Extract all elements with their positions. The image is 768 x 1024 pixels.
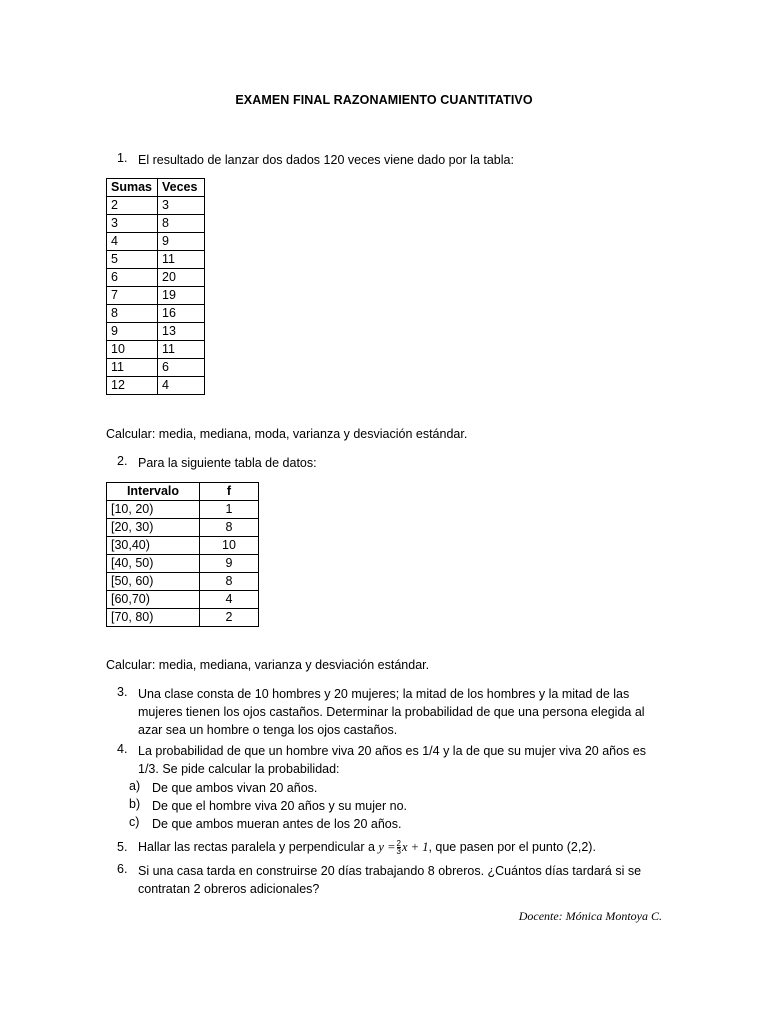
q3-line: mujeres tienen los ojos castaños. Determinar la probabilidad de que una persona elegida al bbox=[138, 705, 645, 719]
fraction-denominator: 3 bbox=[396, 847, 401, 857]
table-row bbox=[107, 251, 205, 269]
page-title: EXAMEN FINAL RAZONAMIENTO CUANTITATIVO bbox=[235, 93, 533, 107]
table-cell: 11 bbox=[158, 341, 205, 359]
q3-text bbox=[138, 685, 645, 739]
q1-text: El resultado de lanzar dos dados 120 veces viene dado por la tabla: bbox=[138, 153, 514, 167]
q5-number: 5. bbox=[117, 840, 128, 854]
q5-text bbox=[138, 838, 596, 856]
q4-text bbox=[138, 742, 646, 778]
table-cell: 6 bbox=[158, 359, 205, 377]
column-header: Intervalo bbox=[107, 483, 200, 501]
table-cell: 8 bbox=[200, 573, 259, 591]
table-header-row bbox=[107, 179, 205, 197]
table-cell: 8 bbox=[200, 519, 259, 537]
q4-item-text: De que el hombre viva 20 años y su mujer no. bbox=[152, 799, 407, 813]
table-cell: 2 bbox=[107, 197, 158, 215]
q2-instruction: Calcular: media, mediana, varianza y desviación estándar. bbox=[106, 658, 430, 672]
q4-number: 4. bbox=[117, 742, 128, 756]
table-row bbox=[107, 305, 205, 323]
table-cell: 9 bbox=[158, 233, 205, 251]
table-row bbox=[107, 269, 205, 287]
table-row bbox=[107, 233, 205, 251]
table-header-row bbox=[107, 483, 259, 501]
fraction-numerator: 2 bbox=[396, 839, 401, 849]
table-row bbox=[107, 573, 259, 591]
table-cell: [70, 80) bbox=[107, 609, 200, 627]
q2-text: Para la siguiente tabla de datos: bbox=[138, 456, 317, 470]
table-cell: 7 bbox=[107, 287, 158, 305]
table-row bbox=[107, 591, 259, 609]
q5-text-before: Hallar las rectas paralela y perpendicular a bbox=[138, 840, 379, 854]
table-cell: 2 bbox=[200, 609, 259, 627]
table-cell: 3 bbox=[158, 197, 205, 215]
table-row bbox=[107, 215, 205, 233]
teacher-signature: Docente: Mónica Montoya C. bbox=[518, 909, 662, 923]
table-cell: 13 bbox=[158, 323, 205, 341]
table-cell: 4 bbox=[107, 233, 158, 251]
table-row bbox=[107, 519, 259, 537]
table-cell: 9 bbox=[107, 323, 158, 341]
q4-item-label: a) bbox=[129, 779, 141, 793]
table-cell: [50, 60) bbox=[107, 573, 200, 591]
q4-line: La probabilidad de que un hombre viva 20 años es 1/4 y la de que su mujer viva 20 años es bbox=[138, 744, 646, 758]
q6-text bbox=[138, 862, 641, 898]
table-cell: 11 bbox=[158, 251, 205, 269]
table-cell: 1 bbox=[200, 501, 259, 519]
column-header: Sumas bbox=[107, 179, 158, 197]
table-row bbox=[107, 377, 205, 395]
table-row bbox=[107, 537, 259, 555]
q4-item-label: c) bbox=[129, 815, 140, 829]
fraction bbox=[397, 840, 401, 855]
table-row bbox=[107, 197, 205, 215]
dice-table bbox=[106, 178, 205, 395]
table-row bbox=[107, 323, 205, 341]
table-cell: 6 bbox=[107, 269, 158, 287]
table-row bbox=[107, 287, 205, 305]
table-row bbox=[107, 341, 205, 359]
table-cell: [20, 30) bbox=[107, 519, 200, 537]
q3-line: Una clase consta de 10 hombres y 20 mujeres; la mitad de los hombres y la mitad de las bbox=[138, 687, 630, 701]
table-row bbox=[107, 609, 259, 627]
q3-line: azar sea un hombre o tenga los ojos castaños. bbox=[138, 723, 398, 737]
table-cell: 10 bbox=[200, 537, 259, 555]
table-cell: 8 bbox=[107, 305, 158, 323]
table-cell: [40, 50) bbox=[107, 555, 200, 573]
q6-line: Si una casa tarda en construirse 20 días trabajando 8 obreros. ¿Cuántos días tardará si se bbox=[138, 864, 642, 878]
table-cell: 19 bbox=[158, 287, 205, 305]
table-cell: 9 bbox=[200, 555, 259, 573]
q4-item-text: De que ambos vivan 20 años. bbox=[152, 781, 318, 795]
q1-instruction: Calcular: media, mediana, moda, varianza y desviación estándar. bbox=[106, 427, 468, 441]
table-cell: [10, 20) bbox=[107, 501, 200, 519]
equation-left: y = bbox=[378, 840, 396, 854]
table-cell: 3 bbox=[107, 215, 158, 233]
q6-number: 6. bbox=[117, 862, 128, 876]
table-row bbox=[107, 359, 205, 377]
q6-line: contratan 2 obreros adicionales? bbox=[138, 882, 320, 896]
table-cell: [30,40) bbox=[107, 537, 200, 555]
equation-right: x + 1 bbox=[401, 840, 429, 854]
column-header: Veces bbox=[158, 179, 205, 197]
table-cell: [60,70) bbox=[107, 591, 200, 609]
table-cell: 12 bbox=[107, 377, 158, 395]
table-cell: 11 bbox=[107, 359, 158, 377]
table-row bbox=[107, 501, 259, 519]
q4-item-label: b) bbox=[129, 797, 141, 811]
table-cell: 10 bbox=[107, 341, 158, 359]
table-cell: 4 bbox=[200, 591, 259, 609]
table-cell: 8 bbox=[158, 215, 205, 233]
column-header: f bbox=[200, 483, 259, 501]
table-row bbox=[107, 555, 259, 573]
table-cell: 4 bbox=[158, 377, 205, 395]
q3-number: 3. bbox=[117, 685, 128, 699]
q5-text-after: , que pasen por el punto (2,2). bbox=[428, 840, 596, 854]
table-cell: 5 bbox=[107, 251, 158, 269]
q1-number: 1. bbox=[117, 151, 128, 165]
table-cell: 20 bbox=[158, 269, 205, 287]
q2-number: 2. bbox=[117, 454, 128, 468]
q4-item-text: De que ambos mueran antes de los 20 años. bbox=[152, 817, 402, 831]
interval-table bbox=[106, 482, 259, 627]
q4-line: 1/3. Se pide calcular la probabilidad: bbox=[138, 762, 340, 776]
table-cell: 16 bbox=[158, 305, 205, 323]
